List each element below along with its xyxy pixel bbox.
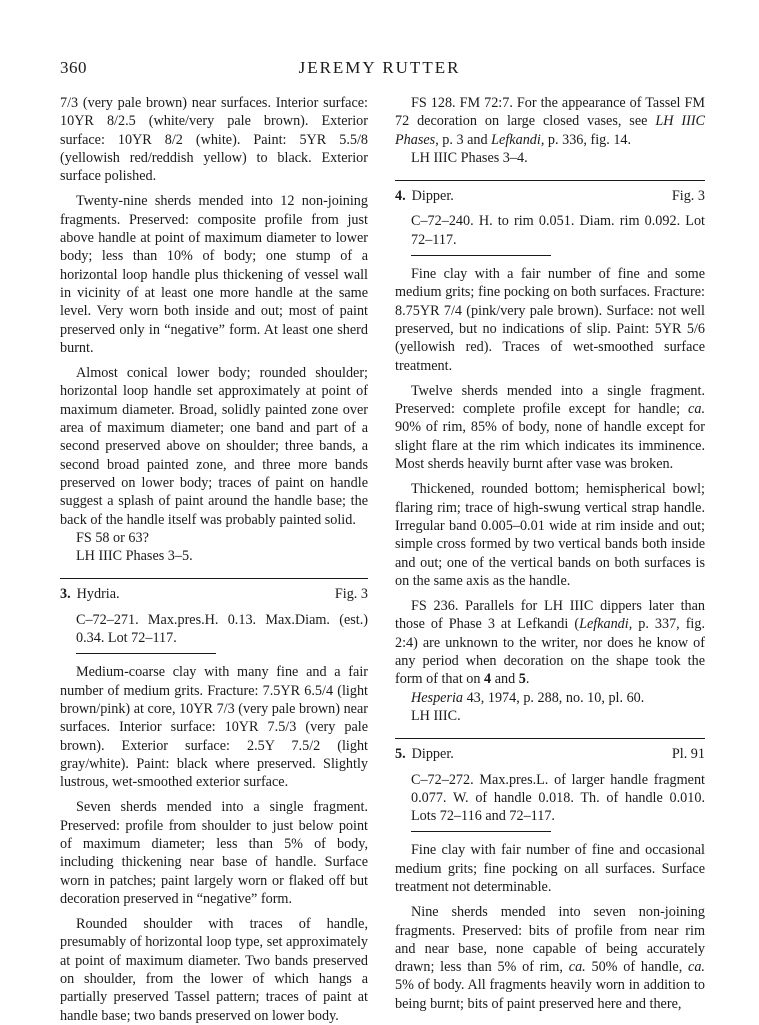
- divider: [411, 831, 551, 832]
- paragraph: Fine clay with fair number of fine and occasional medium grits; fine pocking on all surfaces. Surface treatment not determinable.: [395, 842, 705, 895]
- plate-reference: Pl. 91: [671, 746, 705, 763]
- entry-number: 5.: [395, 746, 406, 763]
- right-column: [395, 94, 705, 1013]
- paragraph: Almost conical lower body; rounded shoulder; horizontal loop handle set approximately at point of maximum diameter. Broad, solidly painted zone over area of maximum diameter; one band and part of a second preserved above on shoulder; three bands, a second broad painted zone, and three more bands preserved on lower body; traces of paint on handle suggest a splash of paint around the handle base; the back of the handle itself was probably painted solid.: [60, 365, 368, 528]
- entry-4-heading: [395, 180, 705, 205]
- divider: [411, 255, 551, 256]
- entry-number: 3.: [60, 586, 71, 603]
- entry-5-heading: [395, 738, 705, 763]
- paragraph: Nine sherds mended into seven non-joining fragments. Preserved: bits of profile from near rim and near base, none capable of being accurately drawn; less than 5% of rim, ca. 50% of handle, ca. 5% of body. All fragments heavily worn in addition to being burnt; bits of paint preserved here and there,: [395, 904, 705, 1012]
- catalog-line: C–72–272. Max.pres.L. of larger handle fragment 0.077. W. of handle 0.018. Th. of handle 0.010. Lots 72–116 and 72–117.: [411, 771, 705, 825]
- phase-line: LH IIIC Phases 3–4.: [411, 149, 528, 166]
- figure-reference: Fig. 3: [671, 188, 705, 205]
- paragraph: Twelve sherds mended into a single fragment. Preserved: complete profile except for handle; ca. 90% of rim, 85% of body, none of handle except for slight flare at the rim which indicates its imminence. Most sherds heavily burnt after vase was broken.: [395, 382, 705, 473]
- left-column: [60, 94, 368, 1025]
- paragraph: Fine clay with a fair number of fine and some medium grits; fine pocking on both surfaces. Fracture: 8.75YR 7/4 (pink/very pale brown). Surface: not well preserved, but no indications of slip. Paint: 5YR 5/6 (yellowish red). Traces of wet-smoothed surface treatment.: [395, 266, 705, 374]
- phase-line: LH IIIC Phases 3–5.: [76, 548, 193, 565]
- catalog-line: C–72–271. Max.pres.H. 0.13. Max.Diam. (est.) 0.34. Lot 72–117.: [76, 611, 368, 647]
- entry-3-heading: [60, 578, 368, 603]
- phase-line: LH IIIC.: [411, 707, 461, 724]
- entry-title: Hydria.: [76, 586, 120, 603]
- paragraph: 7/3 (very pale brown) near surfaces. Interior surface: 10YR 8/2.5 (white/very pale brown). Exterior surface: 10YR 8/2 (white). Paint: 5YR 5.5/8 (yellowish red/reddish yellow) to black. Exterior surface polished.: [60, 95, 368, 185]
- entry-title: Dipper.: [411, 746, 454, 763]
- paragraph: Medium-coarse clay with many fine and a fair number of medium grits. Fracture: 7.5YR 6.5/4 (light brown/pink) at core, 10YR 7/3 (very pale brown) near surfaces. Interior surface: 10YR 7.5/3 (very pale brown). Exterior surface: 2.5Y 7.5/2 (light gray/white). Paint: black where preserved. Slightly lustrous, wet-smoothed exterior surface.: [60, 664, 368, 791]
- page-header: [0, 58, 759, 82]
- entry-number: 4.: [395, 188, 406, 205]
- fs-line: FS 58 or 63?: [76, 529, 149, 546]
- bibliography-line: Hesperia 43, 1974, p. 288, no. 10, pl. 60.: [411, 689, 645, 706]
- paragraph: FS 236. Parallels for LH IIIC dippers later than those of Phase 3 at Lefkandi (Lefkandi, p. 337, fig. 2:4) are unknown to the writer, nor does he know of any period when decoration on the shape took the form of that on 4 and 5.: [395, 598, 705, 688]
- running-head: JEREMY RUTTER: [298, 58, 461, 77]
- divider: [76, 653, 216, 654]
- figure-reference: Fig. 3: [334, 586, 368, 603]
- page-number: 360: [60, 58, 87, 77]
- catalog-line: C–72–240. H. to rim 0.051. Diam. rim 0.092. Lot 72–117.: [411, 213, 705, 248]
- entry-title: Dipper.: [411, 188, 454, 205]
- paragraph: Thickened, rounded bottom; hemispherical bowl; flaring rim; trace of high-swung vertical strap handle. Irregular band 0.005–0.01 wide at rim inside and out; simple cross formed by two vertical bands both inside and out; one of the vertical bands on both surfaces is on the same axis as the handle.: [395, 481, 705, 589]
- paragraph: Seven sherds mended into a single fragment. Preserved: profile from shoulder to just below point of maximum diameter; less than 5% of body, including thickening near base of handle. Surface worn in patches; paint largely worn or flaked off but decoration preserved in “negative” form.: [60, 799, 368, 907]
- paragraph: Twenty-nine sherds mended into 12 non-joining fragments. Preserved: composite profile from just above handle at point of maximum diameter to lower body; less than 10% of body; one stump of a horizontal loop handle plus thickening of vessel wall in vicinity of at least one more handle at the same level. Very worn both inside and out; most of paint preserved only in “negative” form. At least one sherd burnt.: [60, 193, 368, 356]
- fs-paragraph: FS 128. FM 72:7. For the appearance of Tassel FM 72 decoration on large closed vases, see LH IIIC Phases, p. 3 and Lefkandi, p. 336, fig. 14.: [395, 95, 706, 148]
- paragraph: Rounded shoulder with traces of handle, presumably of horizontal loop type, set approximately at point of maximum diameter. Two bands preserved on shoulder, from the lower of which hangs a partially preserved Tassel pattern; traces of paint at handle base; two bands preserved on lower body.: [60, 916, 368, 1024]
